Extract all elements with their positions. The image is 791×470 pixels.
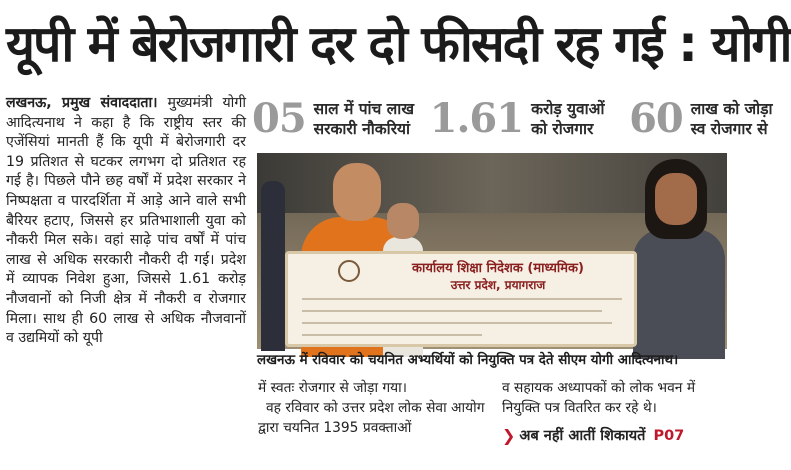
certificate-text-line	[302, 322, 612, 324]
article-paragraph: व सहायक अध्यापकों को लोक भवन में नियुक्ति पत्र वितरित कर रहे थे।	[502, 380, 696, 416]
certificate-text-line	[302, 334, 482, 336]
stats-bar	[252, 92, 773, 146]
teaser-text: अब नहीं आतीं शिकायतें	[519, 428, 646, 444]
byline: लखनऊ, प्रमुख संवाददाता।	[6, 95, 158, 111]
article-paragraph: में स्वतः रोजगार से जोड़ा गया।	[258, 380, 407, 396]
certificate-text-line	[302, 310, 602, 312]
stat-number: 60	[629, 95, 683, 142]
person-figure	[261, 181, 285, 351]
article-paragraph: वह रविवार को उत्तर प्रदेश लोक सेवा आयोग द्वारा चयनित 1395 प्रवक्ताओं	[258, 400, 485, 436]
news-photo	[257, 153, 727, 349]
stat-jobs	[252, 92, 418, 146]
certificate-subtitle: उत्तर प्रदेश, प्रयागराज	[450, 278, 546, 292]
headline: यूपी में बेरोजगारी दर दो फीसदी रह गई : योगी	[6, 15, 791, 73]
appointment-letter	[285, 251, 637, 347]
stat-text: साल में पांच लाख सरकारी नौकरियां	[313, 100, 414, 138]
article-column-left	[6, 94, 246, 470]
stat-text: करोड़ युवाओं को रोजगार	[531, 100, 605, 138]
article-body-left: मुख्यमंत्री योगी आदित्यनाथ ने कहा है कि राष्ट्रीय स्तर की एजेंसियां मानती हैं कि यूपी में बेरोजगारी दर 19 प्रतिशत से घटकर लगभग दो प्रतिशत रह गई है। पिछले पौने छह वर्षों में प्रदेश सरकार ने निष्पक्षता व पारदर्शिता में आड़े आने वाले सभी बैरियर हटाए, जिससे हर प्रतिभाशाली युवा को नौकरी मिल सके। वहां साढ़े पांच वर्षों में पांच लाख से अधिक सरकारी नौकरी दी गई। प्रदेश में व्यापक निवेश हुआ, जिससे 1.61 करोड़ नौजवानों को निजी क्षेत्र में नौकरी व रोजगार मिला। साथ ही 60 लाख से अधिक नौजवानों व उद्यमियों को यूपी	[6, 95, 247, 347]
teaser-page: P07	[653, 428, 685, 444]
certificate-text-line	[302, 298, 622, 300]
article-column-right	[502, 378, 732, 470]
emblem-icon	[338, 260, 360, 282]
stat-number: 1.61	[429, 95, 524, 142]
photo-caption: लखनऊ में रविवार को चयनित अभ्यर्थियों को नियुक्ति पत्र देते सीएम योगी आदित्यनाथ।	[257, 353, 679, 368]
stat-number: 05	[252, 95, 306, 142]
arrow-right-icon: ❯	[502, 426, 516, 445]
article-column-mid	[258, 378, 490, 470]
stat-employment	[430, 92, 617, 146]
related-story-teaser[interactable]	[502, 426, 732, 446]
candidate-figure	[631, 159, 727, 351]
certificate-title: कार्यालय शिक्षा निदेशक (माध्यमिक)	[412, 261, 584, 276]
stat-text: लाख को जोड़ा स्व रोजगार से	[690, 100, 773, 138]
stat-self-employment	[629, 92, 787, 146]
